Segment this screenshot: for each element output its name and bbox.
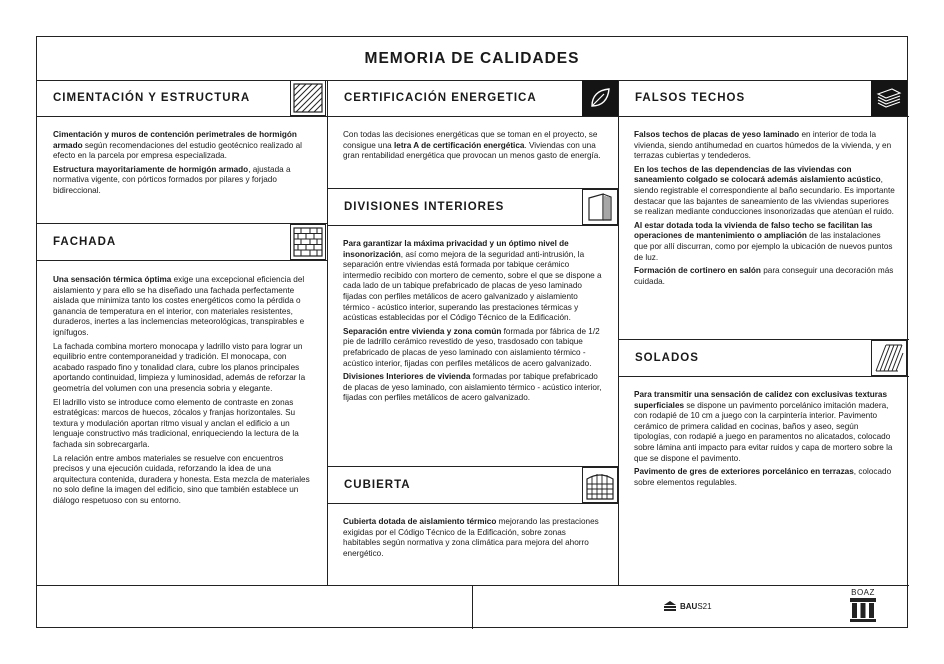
heading-underline	[328, 116, 618, 117]
section-heading-cubierta: CUBIERTA	[344, 479, 411, 491]
brick-wall-icon	[290, 224, 326, 260]
falsos-techos-text: Falsos techos de placas de yeso laminado en interior de toda la vivienda, siendo antihumedad en cuartos húmedos de la vivienda, y en terrazas cubiertas y tendederos. En los techos de las dependencias de las viviendas con saneamiento colgado se colocará además aislamiento acústico, siendo registrable el correspondiente al baño secundario. Es importante destacar que las bajantes de saneamiento de las viviendas superiores se realizan mediante conducciones insonorizadas que atenúan el ruido. Al estar dotada toda la vivienda de falso techo se facilitan las operaciones de mantenimiento o ampliación de las instalaciones que por allí discurran, como por ejemplo la ubicación de nuevos puntos de luz. Formación de cortinero en salón para conseguir una decoración más cuidada.	[634, 130, 895, 286]
section-heading-divisiones: DIVISIONES INTERIORES	[344, 201, 505, 213]
footer-divider	[37, 585, 909, 586]
grid-window-icon	[582, 467, 618, 503]
heading-underline	[328, 225, 618, 226]
footer-column-divider	[472, 586, 473, 629]
section-heading-cimentacion: CIMENTACIÓN Y ESTRUCTURA	[53, 92, 251, 104]
section-heading-solados: SOLADOS	[635, 352, 699, 364]
section-heading-fachada: FACHADA	[53, 236, 117, 248]
heading-underline	[619, 376, 909, 377]
certificacion-text: Con todas las decisiones energéticas que se toman en el proyecto, se consigue una letra A de certificación energética. Viviendas con una gran rentabilidad energética que provocan un menos gasto de energía.	[343, 130, 601, 161]
heading-underline	[37, 260, 327, 261]
boaz-logo: BOAZ	[849, 588, 877, 623]
page-title: MEMORIA DE CALIDADES	[37, 37, 907, 81]
floor-planks-icon	[871, 340, 907, 376]
columns-icon	[849, 597, 877, 623]
baus-mark-icon	[663, 600, 677, 612]
cubierta-text: Cubierta dotada de aislamiento térmico mejorando las prestaciones exigidas por el Código Técnico de la Edificación, sobre zonas habitables según normativa y zona climática para mejora del ahorro energético.	[343, 517, 599, 558]
stacked-sheets-icon	[871, 80, 907, 116]
solados-text: Para transmitir una sensación de calidez con exclusivas texturas superficiales se dispone un pavimento porcelánico imitación madera, con rodapié de 10 cm a juego con la carpintería interior. Pavimento cerámico de primera calidad en cocinas, baños y aseo, según tipologías, con rodapié a juego en paramentos no alicatados, colocado sobre lámina anti impacto para evitar ruidos y capa de mortero sobre la que se dispone el pavimento. Pavimento de gres de exteriores porcelánico en terrazas, colocado sobre elementos regulables.	[634, 390, 893, 487]
document-frame	[36, 36, 908, 628]
section-heading-certificacion: CERTIFICACIÓN ENERGETICA	[344, 92, 537, 104]
heading-underline	[37, 116, 327, 117]
cimentacion-text: Cimentación y muros de contención perimetrales de hormigón armado según recomendaciones del estudio geotécnico realizado al efecto en la parcela por empresa especializada. Estructura mayoritariamente de hormigón armado, ajustada a normativa vigente, con pórticos formados por pilares y forjado bidireccional.	[53, 130, 302, 195]
diagonal-lines-icon	[290, 80, 326, 116]
heading-underline	[619, 116, 909, 117]
heading-underline	[328, 503, 618, 504]
baus21-logo: BAU S21	[663, 600, 712, 612]
section-heading-falsos-techos: FALSOS TECHOS	[635, 92, 746, 104]
fachada-text: Una sensación térmica óptima exige una excepcional eficiencia del aislamiento y para ello se ha diseñado una fachada perfectamente aislada que minimiza tanto los costes energéticos como la pérdida o ganancia de temperatura en el interior, con materiales resistentes, duraderos, inertes a las inclemencias meteorológicas, transpirables e ignífugos. La fachada combina mortero monocapa y ladrillo visto para lograr un equilibrio entre contemporaneidad y tradición. El monocapa, con acabado raspado fino y tonalidad clara, cubre los planos principales aportando continuidad, limpieza y luminosidad, además de reforzar la geometría del volumen con una presencia sobria y elegante. El ladrillo visto se introduce como elemento de contraste en zonas estratégicas: marcos de huecos, zócalos y franjas horizontales. Su textura y modulación aportan ritmo visual y anclan el edificio a un lenguaje constructivo más tradicional, enriqueciendo la lectura de la fachada sin sobrecargarla. La relación entre ambos materiales se resuelve con encuentros precisos y una ejecución cuidada, reforzando la idea de una arquitectura contenida, duradera y honesta. Esta mezcla de materiales no solo define la imagen del edificio, sino que también establece un diálogo respetuoso con su entorno.	[53, 275, 310, 505]
column-divider	[327, 80, 328, 586]
column-divider	[618, 80, 619, 586]
panel-icon	[582, 189, 618, 225]
leaf-icon	[582, 80, 618, 116]
divisiones-text: Para garantizar la máxima privacidad y un óptimo nivel de insonorización, así como mejora de la seguridad anti-intrusión, la separación entre viviendas está formada por tabique cerámico intermedio recibido con mortero de cemento, sobre el que se dispone a cada lado de un tabique prefabricado de placas de yeso laminado fijadas con perfiles metálicos de acero galvanizado y aislamiento térmico - acústico interior, superando las prestaciones térmicas y acústicas establecidas por el Código Técnico de la Edificación. Separación entre vivienda y zona común formada por fábrica de 1/2 pie de ladrillo cerámico revestido de yeso, trasdosado con tabique prefabricado de placas de yeso laminado con aislamiento térmico - acústico interior, fijadas con perfiles metálicos de acero galvanizado. Divisiones Interiores de vivienda formadas por tabique prefabricado de placas de yeso laminado, con aislamiento térmico - acústico interior, fijadas con perfiles metálicos de acero galvanizado.	[343, 239, 602, 403]
